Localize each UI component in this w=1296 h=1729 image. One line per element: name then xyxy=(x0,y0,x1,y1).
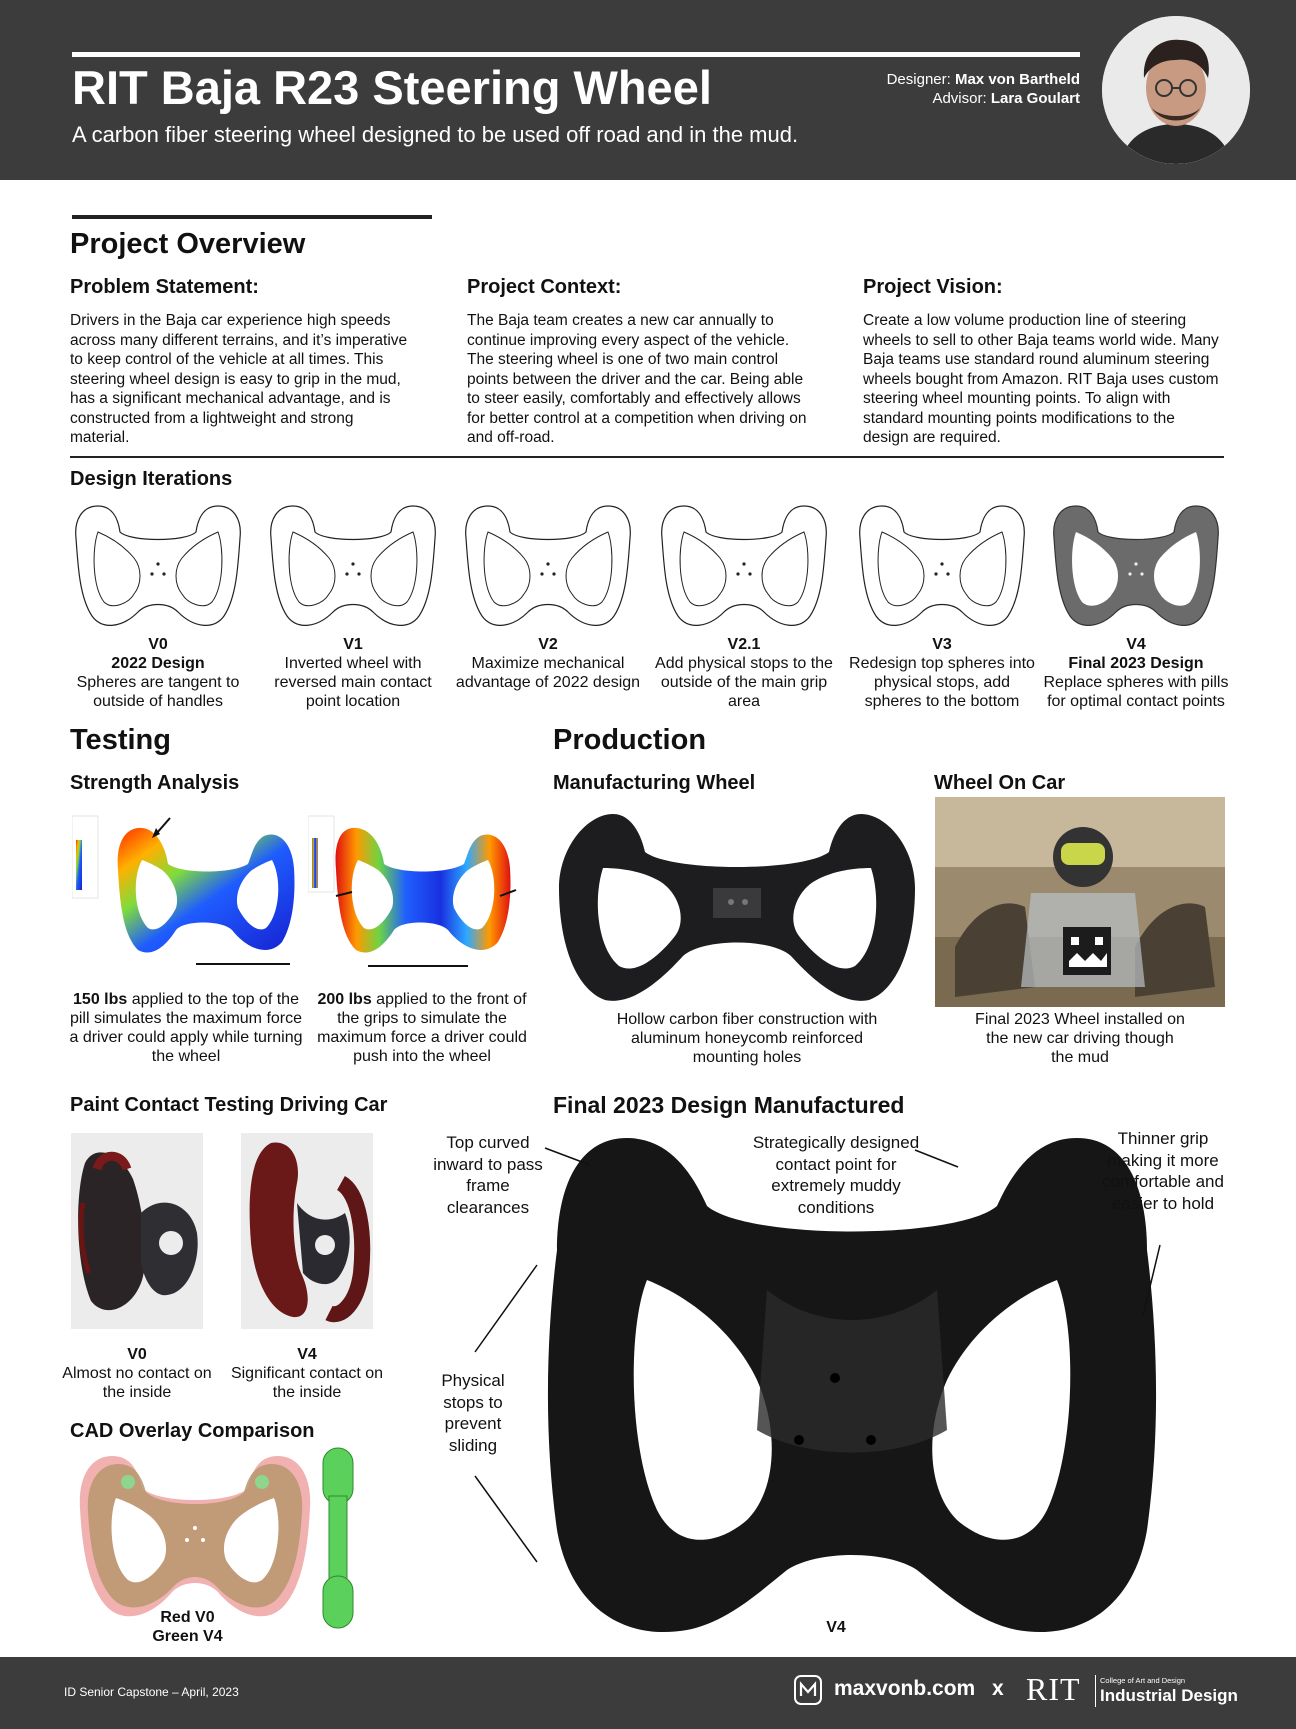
iteration-v2-1-desc: Add physical stops to the outside of the main grip area xyxy=(655,655,833,710)
iteration-v0-version: V0 xyxy=(148,636,168,653)
project-vision-text: Create a low volume production line of steering wheels to sell to other Baja teams world wide. Many Baja teams use standard round aluminum steering wheels bought from Amazon. RIT Baja uses custom steering wheel mounting points. To align with standard mounting points modifications to the design are required. xyxy=(863,312,1219,446)
iteration-v3-desc: Redesign top spheres into physical stops, add spheres to the bottom xyxy=(849,655,1035,710)
page-title: RIT Baja R23 Steering Wheel xyxy=(72,61,712,114)
rit-logo: RIT xyxy=(1026,1671,1081,1707)
callout-top-curved: Top curved inward to pass frame clearances xyxy=(433,1133,543,1217)
page-subtitle: A carbon fiber steering wheel designed to be used off road and in the mud. xyxy=(72,122,799,147)
iteration-v4-title: Final 2023 Design xyxy=(1068,655,1204,672)
iteration-v1-desc: Inverted wheel with reversed main contact point location xyxy=(274,655,432,710)
cad-legend-green: Green V4 xyxy=(152,1628,223,1645)
fea-right-text: applied to the front of the grips to simulate the maximum force a driver could push into the wheel xyxy=(317,991,527,1065)
fea-left-load: 150 lbs xyxy=(73,991,128,1008)
project-context-title: Project Context: xyxy=(467,276,622,298)
iteration-v1-version: V1 xyxy=(343,636,363,653)
fea-left-text: applied to the top of the pill simulates the maximum force a driver could apply while turning the wheel xyxy=(69,991,303,1065)
project-vision-title: Project Vision: xyxy=(863,276,1003,298)
problem-statement-title: Problem Statement: xyxy=(70,276,259,298)
iteration-v2-desc: Maximize mechanical advantage of 2022 design xyxy=(455,655,641,691)
callout-thinner-grip: Thinner grip making it more comfortable and easier to hold xyxy=(1102,1129,1224,1213)
production-heading: Production xyxy=(553,724,707,756)
problem-statement-text: Drivers in the Baja car experience high speeds across many different terrains, and it’s imperative to keep control of the vehicle at all times. This steering wheel design is easy to grip in the mud, has a significant mechanical advantage, and is constructed from a lightweight and strong material. xyxy=(70,312,408,446)
fea-right-load: 200 lbs xyxy=(317,991,372,1008)
final-design-heading: Final 2023 Design Manufactured xyxy=(553,1092,905,1118)
paint-v4-text: Significant contact on the inside xyxy=(230,1365,384,1401)
wheel-on-car-heading: Wheel On Car xyxy=(934,772,1066,794)
manufacturing-heading: Manufacturing Wheel xyxy=(553,772,756,794)
designer-label: Designer: xyxy=(886,71,951,88)
iteration-v4-desc: Replace spheres with pills for optimal contact points xyxy=(1043,674,1229,710)
paint-contact-heading: Paint Contact Testing Driving Car xyxy=(70,1094,388,1116)
advisor-label: Advisor: xyxy=(932,90,987,107)
callout-physical-stops: Physical stops to prevent sliding xyxy=(441,1371,505,1455)
iteration-v0-desc: Spheres are tangent to outside of handles xyxy=(76,674,240,710)
project-context-text: The Baja team creates a new car annually to continue improving every aspect of the vehicle. The steering wheel is one of two main control points between the driver and the car. Being able to steer easily, comfortably and effectively allows for better control at a competition when driving on and off-road. xyxy=(467,312,807,446)
footer xyxy=(0,1657,1296,1729)
footer-capstone-text: ID Senior Capstone – April, 2023 xyxy=(64,1685,239,1699)
overview-heading: Project Overview xyxy=(70,228,306,260)
iterations-heading: Design Iterations xyxy=(70,468,233,490)
cad-overlay-heading: CAD Overlay Comparison xyxy=(70,1420,315,1442)
footer-department: Industrial Design xyxy=(1100,1686,1238,1705)
callout-contact-point: Strategically designed contact point for extremely muddy conditions xyxy=(752,1133,920,1217)
footer-logo-divider xyxy=(1095,1675,1096,1707)
cad-legend-red: Red V0 xyxy=(160,1609,215,1626)
testing-heading: Testing xyxy=(70,724,171,756)
maxvonb-logo-icon xyxy=(794,1675,822,1705)
iteration-v0-title: 2022 Design xyxy=(111,655,205,672)
iteration-v3-version: V3 xyxy=(932,636,952,653)
iteration-v2-1-version: V2.1 xyxy=(727,636,761,653)
footer-website-link[interactable]: maxvonb.com xyxy=(834,1677,976,1700)
iteration-v2-version: V2 xyxy=(538,636,558,653)
footer-separator: x xyxy=(992,1677,1004,1700)
paint-v0-text: Almost no contact on the inside xyxy=(62,1365,212,1401)
designer-name: Max von Bartheld xyxy=(954,71,1080,88)
wheel-on-car-caption: Final 2023 Wheel installed on the new car driving though the mud xyxy=(975,1011,1185,1066)
paint-v0-version: V0 xyxy=(127,1346,147,1363)
strength-analysis-heading: Strength Analysis xyxy=(70,772,240,794)
paint-v4-version: V4 xyxy=(297,1346,317,1363)
manufacturing-caption: Hollow carbon fiber construction with aluminum honeycomb reinforced mounting holes xyxy=(616,1011,878,1066)
iteration-v4-version: V4 xyxy=(1126,636,1146,653)
footer-college: College of Art and Design xyxy=(1100,1676,1186,1685)
final-wheel-label: V4 xyxy=(826,1619,846,1636)
advisor-name: Lara Goulart xyxy=(990,90,1080,107)
